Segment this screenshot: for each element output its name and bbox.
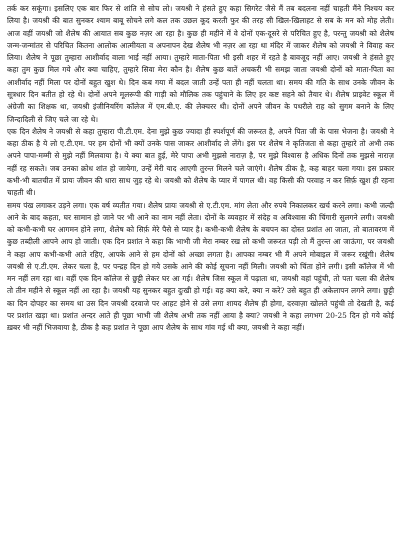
paragraph-1: तर्क कर सकूंगा। इसलिए एक बार फिर से शांति से सोच लो। जयश्री ने हंसते हुए कहा सिगरेट जैसे मैं तब बदलना नहीं चाहती मैंने निश्चय कर लिया है। जयश्री की बात सुनकर श्याम बाबू सोचने लगे कल तक उछल कूद करती फुर की तरह सी खिल-खिलाहट से सब के मन को मोह लेती। आज वहीं जयश्री जो शैलेष की आयात सब कुछ नज़र आ रहा है। कुछ ही महीने में वे दोनों एक-दूसरे से परिचित हुए है, परन्तु जयश्री को शैलेष जन्म-जन्मांतर से परिचित कितना आलोक आत्मीयता व अपनापन देख शैलेष भी नज़र आ रहा था मंदिर में जाकर शैलेष को जयश्री ने विवाह कर लिया। शैलेष ने पूछा तुम्हारा आशीर्वाद वाला भाई नहीं आया। तुम्हारे माता-पिता भी इसी शहर में रहते है बावजूद नहीं आए। जयश्री ने हंसते हुए कहा तुम कुछ मिल गये और क्या चाहिए, तुम्हारे सिवा मेरा कौन है। शैलेष कुछ बातें अचकरी भी समझ जाता जयश्री दोनों को माता-पिता का आशीर्वाद नहीं मिला पर दोनों बहुत खुश थे। दिन कब गया में बदल जाती उन्हें पता ही नहीं चलता था। समय की गति के साथ उनके जीवन के सूत्रधार दिन बतीत हो रहे थे। दोनों अपने मूलरूपी की गाड़ी को मौलिक तक पहुंचाने के लिए हर कष्ट सहने को तैयार थे। शैलेष प्राइवेट स्कूल में अंग्रेजी का शिक्षक था, जयश्री इंजीनियरिंग कॉलेज में एम.बी.ए. की लेक्चरर थी। दोनों अपने जीवन के पथरीले राह को सुगम बनाने के लिए जिन्दादिली से जिए चले जा रहे थे।	[7, 4, 394, 124]
paragraph-3: समय पंख लगाकर उड़ने लगा। एक वर्ष व्यतीत गया। शैलेष प्रायः जयश्री से ए.टी.एम. मांग लेता और रुपये निकालकर खर्च करने लगा। कभी जल्दी आने के बाद कहता, घर सामान हो जाने पर भी आने का नाम नहीं लेता। दोनों के व्यवहार में संदेह व अविश्वास की चिंगारी सुलगने लगी। जयश्री को कभी-कभी घर आगमन होने लगा, शैलेष को सिर्फ़ मेरे पैसे से प्यार है। कभी-कभी शैलेष के बचपन का दोस्त प्रशांत आ जाता, तो बातावरण में कुछ तब्दीली आपने आप हो जाती। एक दिन प्रशांत ने कहा कि भाभी जी मेरा नम्बर रख लो कभी जरूरत पड़ी तो मैं तुरन्त आ जाऊंगा, पर जयश्री ने कहा आप कभी-कभी आते रहिए, आपके आने से हम दोनों को अच्छा लगता है। आपका नम्बर भी मैं अपने मोबाइल में जरूर रखूंगी। शैलेष जयश्री से ए.टी.एम. लेकर चला है, पर पन्द्रह दिन हो गये उसके आने की कोई सूचना नहीं मिली। जयश्री को चिंता होने लगी। इसी कॉलेज में भी मन नहीं लग रहा था। वहीं एक दिन कॉलेज से छुट्टी लेकर घर आ गई। शैलेष जिस स्कूल में पढ़ाता था, जयश्री वहां पहुंची, तो पता चला की शैलेष तो तीन महीने से स्कूल नहीं आ रहा है। जयश्री यह सुनकर बहुत दुःखी हो गई। वह क्या करे, क्या न करे? उसे बहुत ही अकेलापन लगने लगा। छुट्टी का दिन दोपहर का समय था उस दिन जयश्री दरवाजे पर आहट होने से उसे लगा शायद शैलेष ही होगा, दरवाज़ा खोलते पहुंची तो देखती है, कई पर प्रशांत खड़ा था। प्रशांत अन्दर आते ही पूछा भाभी जी शैलेष अभी तक नहीं आया है क्या? जयश्री ने कहा लगभग 20-25 दिन हो गये कोई ख़बर भी नहीं भिजवाया है, ठीक है कह प्रशांत ने पूछा आप शैलेष के साथ गांव गई थी क्या, जयश्री ने कहा नहीं।	[7, 200, 394, 333]
paragraph-2: एक दिन शैलेष ने जयश्री से कहा तुम्हारा पी.टी.एम. देना मुझे कुछ ज्यादा ही स्पर्शपूर्ण की जरूरत है, अपने पिता जी के पास भेजना है। जयश्री ने कहा ठीक है ये लो ए.टी.एम. पर हम दोनों भी क्यों उनके पास जाकर आशीर्वाद ले लेंगे। इस पर शैलेष ने कृतिजता से कहा तुम्हारे तो अभी तक अपने पापा-मम्मी से मुझे नहीं मिलवाया है। ये क्या बात हुई, मेरे पापा अभी मुझसे नाराज़ है, पर मुझे विश्वास है अधिक दिनों तक मुझसे नाराज़ नहीं रह सकते। जब उनका क्रोध शांत हो जायेगा, उन्हें मेरी याद आएगी तुरन्त मिलने चले जाएंगे। शैलेष ठीक है, कह बाहर चला गया। इस प्रकार कभी-भी बातचीत में प्रायः जीवन की धारा साथ जुड़ रहे थे। जयश्री को शैलेष के प्यार में पागल थी। वह किसी की परवाह न कर सिर्फ़ खुश ही रहना चाहती थी।	[7, 126, 394, 198]
